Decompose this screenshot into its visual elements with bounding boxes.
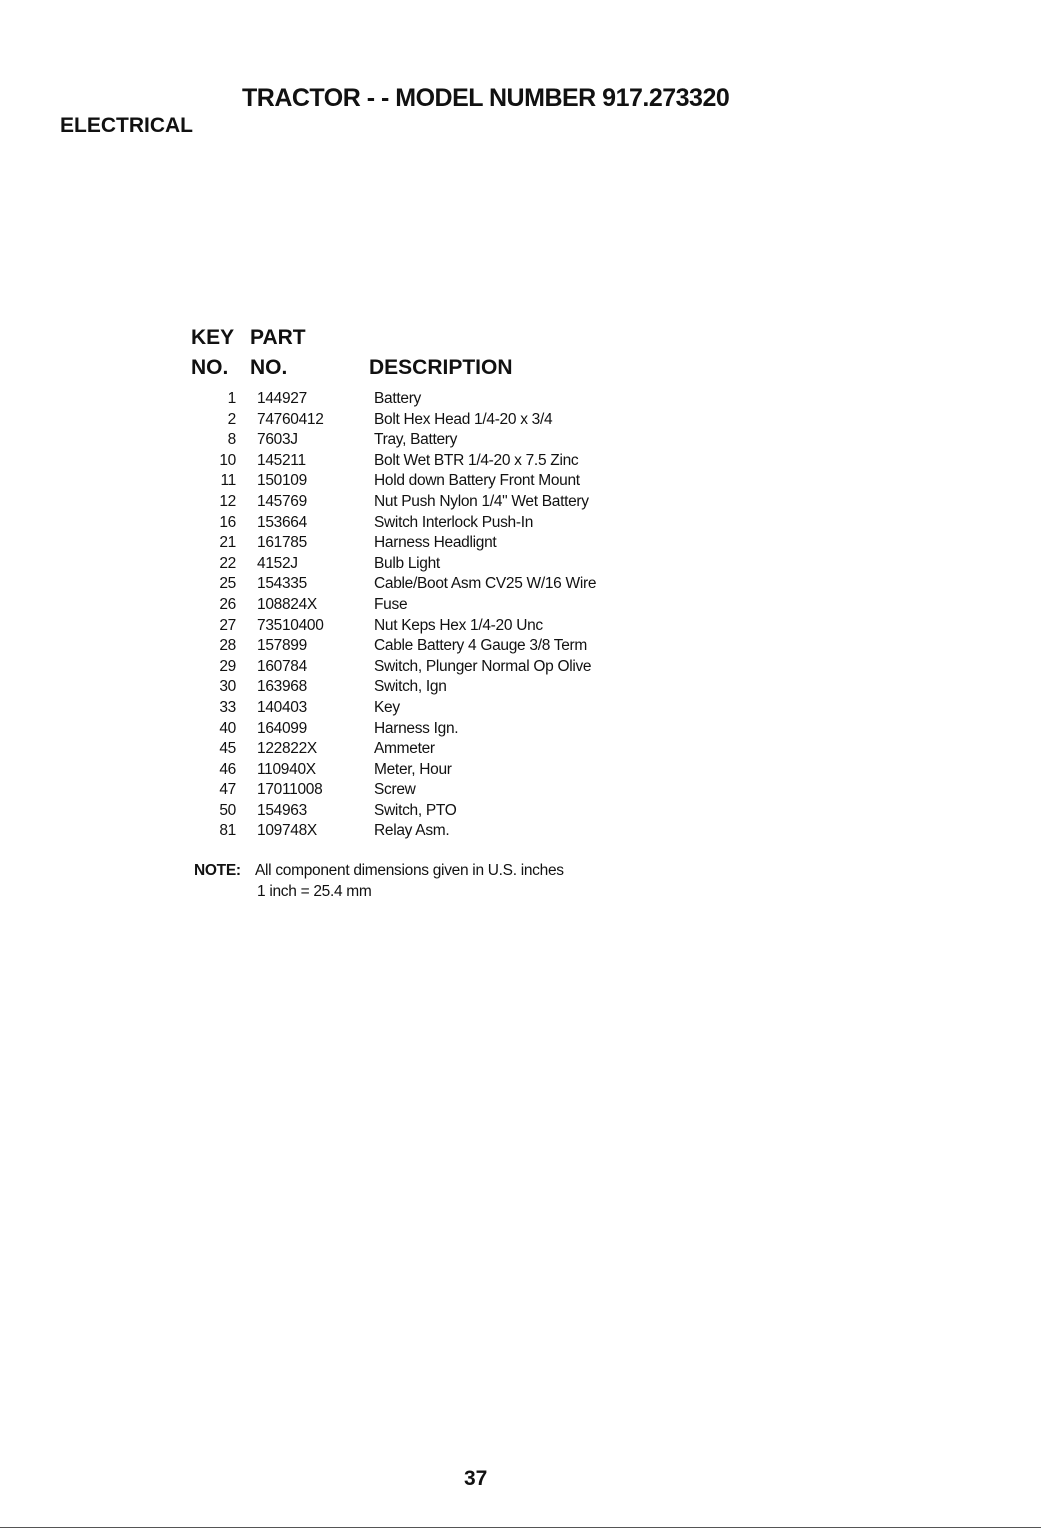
part-description: Nut Keps Hex 1/4-20 Unc [374, 616, 543, 634]
part-description: Nut Push Nylon 1/4" Wet Battery [374, 492, 589, 510]
part-description: Bolt Wet BTR 1/4-20 x 7.5 Zinc [374, 451, 579, 469]
key-number: 29 [219, 657, 236, 675]
part-number: 4152J [257, 554, 298, 572]
key-number: 8 [227, 431, 236, 449]
part-number: 145769 [257, 492, 307, 510]
section-heading: ELECTRICAL [60, 114, 193, 137]
part-description: Key [374, 698, 400, 716]
part-number: 108824X [257, 595, 317, 613]
part-description: Switch Interlock Push-In [374, 513, 534, 531]
key-number: 81 [219, 822, 236, 840]
part-description: Screw [374, 781, 416, 799]
bottom-rule [0, 1527, 1041, 1528]
part-description: Ammeter [374, 740, 435, 758]
parts-row [0, 431, 1041, 452]
key-number: 33 [219, 698, 236, 716]
parts-row [0, 493, 1041, 514]
part-column-header-line2: NO. [250, 356, 288, 379]
part-description: Battery [374, 390, 422, 407]
key-number: 10 [219, 451, 236, 469]
part-number: 164099 [257, 719, 307, 737]
key-number: 11 [220, 472, 236, 490]
part-description: Tray, Battery [374, 431, 458, 449]
part-number: 153664 [257, 513, 307, 531]
key-number: 28 [219, 637, 236, 655]
page-number: 37 [464, 1467, 488, 1490]
part-number: 145211 [257, 451, 306, 469]
part-description: Bolt Hex Head 1/4-20 x 3/4 [374, 410, 553, 428]
part-number: 154963 [257, 801, 307, 819]
parts-row [0, 740, 1041, 761]
part-description: Cable/Boot Asm CV25 W/16 Wire [374, 575, 597, 593]
parts-row [0, 617, 1041, 638]
parts-row [0, 452, 1041, 473]
parts-row [0, 472, 1041, 493]
parts-list [0, 390, 1041, 843]
part-number: 73510400 [257, 616, 324, 634]
key-column-header-line1: KEY [191, 326, 235, 349]
part-description: Harness Headlignt [374, 534, 497, 552]
key-number: 50 [219, 801, 236, 819]
parts-row [0, 555, 1041, 576]
part-number: 7603J [257, 431, 298, 449]
part-description: Harness Ign. [374, 719, 459, 737]
parts-row [0, 637, 1041, 658]
description-column-header: DESCRIPTION [369, 356, 513, 379]
parts-row [0, 699, 1041, 720]
parts-row [0, 596, 1041, 617]
key-number: 40 [219, 719, 236, 737]
part-number: 154335 [257, 575, 307, 593]
note-conversion: 1 inch = 25.4 mm [257, 883, 372, 900]
note-label: NOTE: [194, 862, 241, 879]
key-number: 12 [219, 492, 236, 510]
part-description: Hold down Battery Front Mount [374, 472, 580, 490]
parts-row [0, 678, 1041, 699]
key-number: 2 [227, 410, 236, 428]
parts-row [0, 802, 1041, 823]
parts-row [0, 761, 1041, 782]
part-number: 160784 [257, 657, 307, 675]
key-number: 22 [219, 554, 236, 572]
key-number: 27 [219, 616, 236, 634]
parts-row [0, 658, 1041, 679]
parts-row [0, 390, 1041, 411]
key-number: 30 [219, 678, 236, 696]
part-number: 157899 [257, 637, 307, 655]
part-number: 161785 [257, 534, 307, 552]
parts-row [0, 411, 1041, 432]
part-description: Relay Asm. [374, 822, 450, 840]
key-number: 25 [219, 575, 236, 593]
part-number: 17011008 [257, 781, 323, 799]
parts-row [0, 781, 1041, 802]
part-description: Cable Battery 4 Gauge 3/8 Term [374, 637, 588, 655]
part-number: 74760412 [257, 410, 324, 428]
page-title: TRACTOR - - MODEL NUMBER 917.273320 [242, 84, 730, 112]
parts-row [0, 514, 1041, 535]
part-description: Bulb Light [374, 554, 440, 572]
key-number: 46 [219, 760, 236, 778]
part-description: Switch, PTO [374, 801, 457, 819]
key-number: 26 [219, 595, 236, 613]
part-description: Switch, Ign [374, 678, 447, 696]
part-description: Meter, Hour [374, 760, 452, 778]
part-number: 144927 [257, 390, 307, 407]
part-number: 110940X [257, 760, 316, 778]
key-number: 1 [227, 390, 236, 407]
part-number: 122822X [257, 740, 317, 758]
part-number: 150109 [257, 472, 307, 490]
part-description: Fuse [374, 595, 408, 613]
part-number: 109748X [257, 822, 317, 840]
part-description: Switch, Plunger Normal Op Olive [374, 657, 592, 675]
parts-row [0, 575, 1041, 596]
part-number: 140403 [257, 698, 307, 716]
parts-row [0, 534, 1041, 555]
key-number: 47 [219, 781, 236, 799]
part-column-header-line1: PART [250, 326, 306, 349]
parts-row [0, 720, 1041, 741]
note-text: All component dimensions given in U.S. inches [255, 862, 564, 879]
key-number: 21 [219, 534, 236, 552]
key-column-header-line2: NO. [191, 356, 229, 379]
parts-row [0, 822, 1041, 843]
key-number: 45 [219, 740, 236, 758]
key-number: 16 [219, 513, 236, 531]
part-number: 163968 [257, 678, 307, 696]
